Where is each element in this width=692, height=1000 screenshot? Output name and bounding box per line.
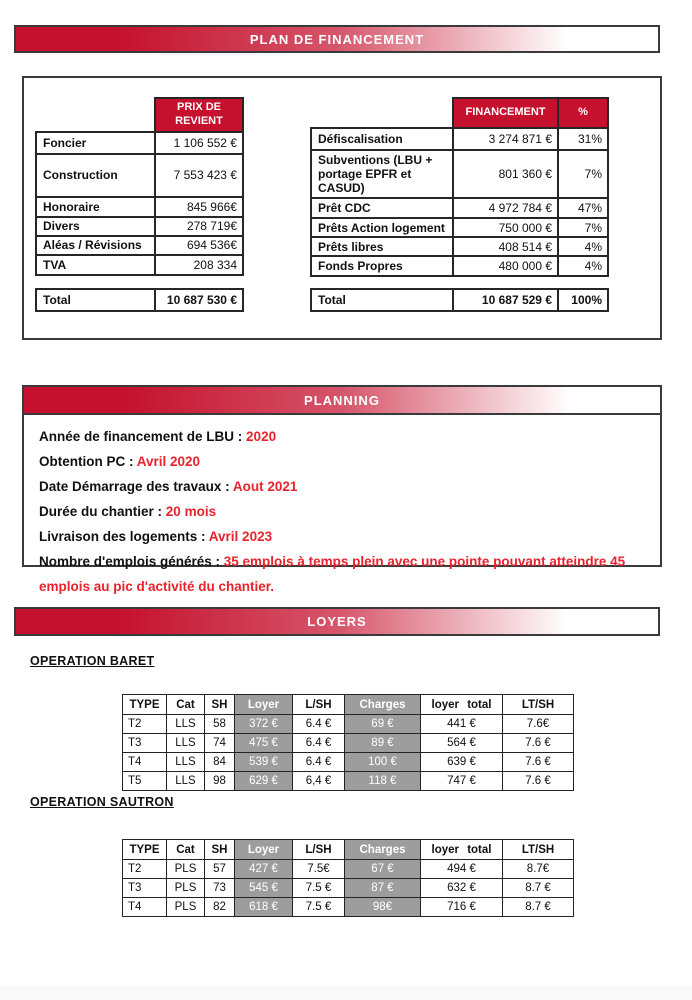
row-label: Construction [36,154,155,197]
financement-header: FINANCEMENT [453,98,558,128]
row-value: 408 514 € [453,237,558,256]
col-header: Cat [167,695,205,715]
table-row [311,128,608,150]
table-row [311,198,608,218]
cell: 8.7 € [503,879,574,898]
cell: 441 € [421,715,503,734]
cell: 6,4 € [293,772,345,791]
cell: 716 € [421,898,503,917]
table-row [36,255,243,275]
col-header: TYPE [123,695,167,715]
planning-value: 20 mois [165,504,217,519]
cell: 747 € [421,772,503,791]
header-row [123,840,574,860]
table-row [311,218,608,237]
col-header: loyer total [421,695,503,715]
cell: 100 € [345,753,421,772]
row-label: Prêt CDC [311,198,453,218]
cell: 539 € [235,753,293,772]
row-label: Prêts libres [311,237,453,256]
banner-title: LOYERS [307,614,367,629]
cell: LLS [167,753,205,772]
row-percent: 31% [558,128,608,150]
cell: 7.6 € [503,753,574,772]
planning-item [39,474,645,499]
planning-value: Avril 2023 [208,529,273,544]
planning-body [24,415,660,594]
table-row [36,236,243,255]
cell: 57 [205,860,235,879]
cell: T2 [123,860,167,879]
row-value: 208 334 [155,255,243,275]
cell: 545 € [235,879,293,898]
row-value: 1 106 552 € [155,132,243,154]
cell: 8.7 € [503,898,574,917]
cell: 639 € [421,753,503,772]
col-header: L/SH [293,840,345,860]
cell: 6.4 € [293,734,345,753]
cell: 74 [205,734,235,753]
cell: T3 [123,879,167,898]
cell: 7.5 € [293,879,345,898]
total-label: Total [36,289,155,311]
row-percent: 47% [558,198,608,218]
row-percent: 7% [558,150,608,198]
section-banner-loyers [14,607,660,636]
cell: 618 € [235,898,293,917]
operation-sautron-title: OPERATION SAUTRON [30,795,174,809]
row-value: 278 719€ [155,217,243,236]
row-value: 7 553 423 € [155,154,243,197]
prix-de-revient-total [35,288,244,312]
financement-total [310,288,609,312]
cell: PLS [167,860,205,879]
row-value: 3 274 871 € [453,128,558,150]
cell: 58 [205,715,235,734]
table-row [123,879,574,898]
cell: LLS [167,715,205,734]
header-row [123,695,574,715]
row-percent: 4% [558,256,608,276]
planning-label: Obtention PC : [39,454,134,469]
col-header: Cat [167,840,205,860]
row-value: 4 972 784 € [453,198,558,218]
col-header: LT/SH [503,695,574,715]
header-row [311,98,608,128]
cell: 7.6 € [503,772,574,791]
spacer-cell [311,98,453,128]
cell: 73 [205,879,235,898]
row-label: Subventions (LBU + portage EPFR et CASUD) [311,150,453,198]
planning-item [39,499,645,524]
cell: 372 € [235,715,293,734]
row-value: 694 536€ [155,236,243,255]
row-label: Défiscalisation [311,128,453,150]
row-value: 801 360 € [453,150,558,198]
table-row [123,734,574,753]
row-value: 480 000 € [453,256,558,276]
col-header: SH [205,695,235,715]
cell: PLS [167,898,205,917]
section-banner-planning [24,387,660,415]
cell: 87 € [345,879,421,898]
page-edge [0,985,692,1000]
row-label: Foncier [36,132,155,154]
operation-sautron-table [122,839,574,917]
planning-item [39,524,645,549]
cell: 118 € [345,772,421,791]
cell: T4 [123,898,167,917]
planning-value: Avril 2020 [136,454,201,469]
cell: T2 [123,715,167,734]
cell: 427 € [235,860,293,879]
operation-baret-title: OPERATION BARET [30,654,155,668]
row-label: Divers [36,217,155,236]
total-value: 10 687 529 € [453,289,558,311]
row-label: Honoraire [36,197,155,217]
total-row [311,289,608,311]
table-row [311,150,608,198]
table-row [123,860,574,879]
planning-value: Aout 2021 [232,479,298,494]
row-value: 845 966€ [155,197,243,217]
table-row [123,753,574,772]
spacer-cell [36,98,155,132]
financing-box [22,76,662,340]
table-row [36,217,243,236]
total-percent: 100% [558,289,608,311]
cell: 67 € [345,860,421,879]
total-row [36,289,243,311]
cell: 564 € [421,734,503,753]
prix-de-revient-header: PRIX DE REVIENT [155,98,243,132]
cell: 6.4 € [293,715,345,734]
section-banner-plan-de-financement [14,25,660,53]
cell: PLS [167,879,205,898]
row-value: 750 000 € [453,218,558,237]
planning-value: 2020 [246,429,277,444]
planning-box [22,385,662,594]
cell: LLS [167,772,205,791]
row-label: TVA [36,255,155,275]
table-row [36,132,243,154]
prix-de-revient-table [35,97,244,276]
total-value: 10 687 530 € [155,289,243,311]
table-row [123,898,574,917]
planning-label: Livraison des logements : [39,529,206,544]
cell: T4 [123,753,167,772]
header-row [36,98,243,132]
percent-header: % [558,98,608,128]
cell: 494 € [421,860,503,879]
planning-label: Durée du chantier : [39,504,163,519]
cell: 629 € [235,772,293,791]
planning-label: Année de financement de LBU : [39,429,243,444]
col-header: SH [205,840,235,860]
financement-table [310,97,609,277]
banner-title: PLAN DE FINANCEMENT [249,31,425,47]
planning-label: Nombre d'emplois générés : [39,554,221,569]
cell: T5 [123,772,167,791]
planning-item [39,424,645,449]
table-row [311,256,608,276]
col-header: TYPE [123,840,167,860]
cell: 7.5 € [293,898,345,917]
table-row [36,154,243,197]
cell: 8.7€ [503,860,574,879]
planning-label: Date Démarrage des travaux : [39,479,230,494]
table-row [123,772,574,791]
col-header: Loyer [235,840,293,860]
cell: 84 [205,753,235,772]
col-header: Charges [345,695,421,715]
cell: 98 [205,772,235,791]
cell: 6.4 € [293,753,345,772]
row-label: Fonds Propres [311,256,453,276]
cell: 98€ [345,898,421,917]
planning-item [39,549,645,599]
cell: 7.6€ [503,715,574,734]
row-label: Aléas / Révisions [36,236,155,255]
cell: 475 € [235,734,293,753]
col-header: Charges [345,840,421,860]
cell: 82 [205,898,235,917]
operation-baret-table [122,694,574,791]
cell: 7.6 € [503,734,574,753]
cell: 632 € [421,879,503,898]
row-percent: 4% [558,237,608,256]
cell: LLS [167,734,205,753]
planning-value: 35 emplois à temps plein avec une pointe pouvant atteindre 45 emplois au pic d'activité du chantier. [39,554,626,594]
cell: 7.5€ [293,860,345,879]
cell: T3 [123,734,167,753]
row-label: Prêts Action logement [311,218,453,237]
table-row [123,715,574,734]
col-header: loyer total [421,840,503,860]
row-percent: 7% [558,218,608,237]
table-row [36,197,243,217]
cell: 69 € [345,715,421,734]
table-row [311,237,608,256]
planning-item [39,449,645,474]
cell: 89 € [345,734,421,753]
total-label: Total [311,289,453,311]
banner-title: PLANNING [304,392,380,408]
col-header: LT/SH [503,840,574,860]
col-header: Loyer [235,695,293,715]
col-header: L/SH [293,695,345,715]
